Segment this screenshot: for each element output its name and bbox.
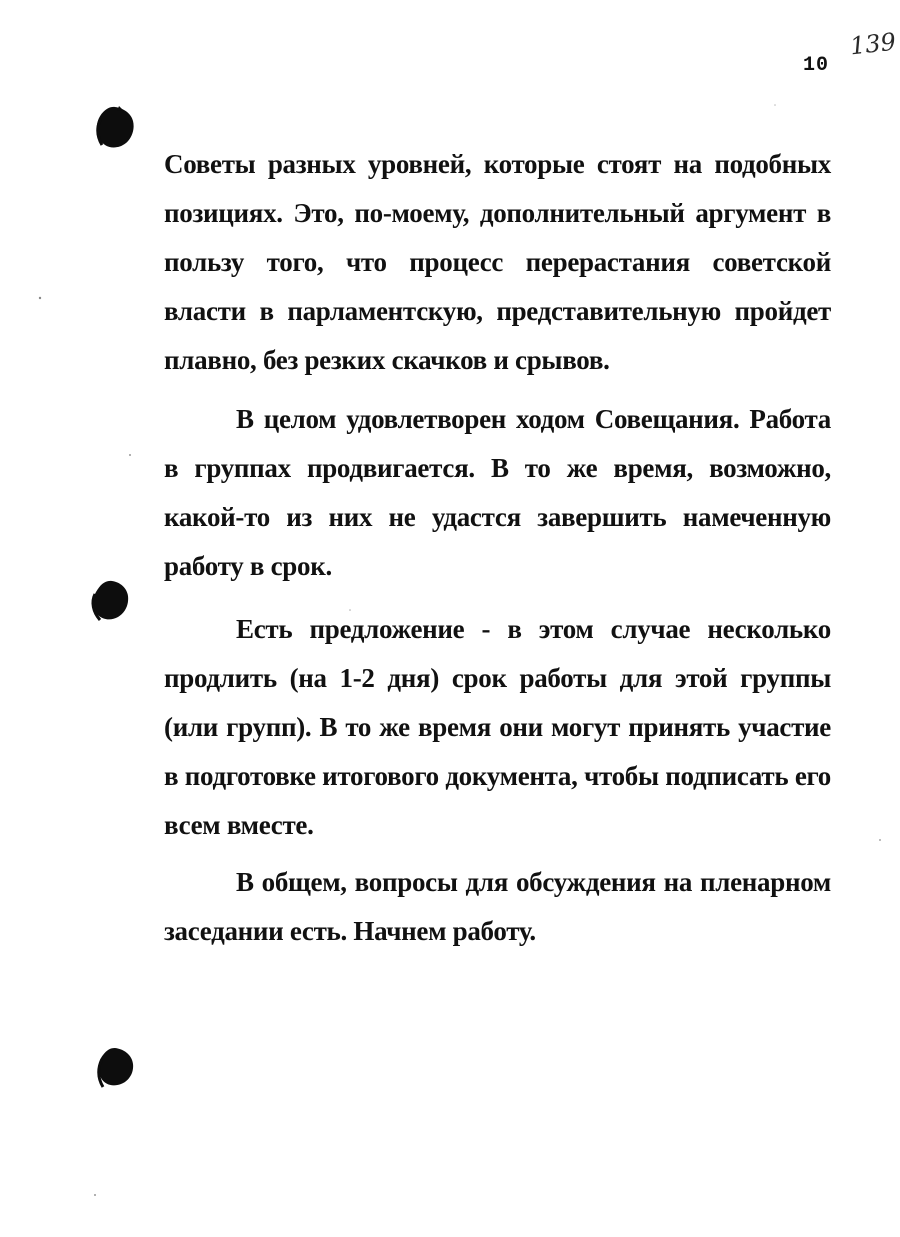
paragraph-3-emphasis: срок [451,663,507,693]
paragraph-3-part-2: работы для этой группы (или групп). В то же время они могут принять участие в подготовке итогового документа, чтобы подписать его всем вместе. [164,663,831,840]
punch-hole-mark-top [93,105,137,151]
paragraph-3 [164,605,831,850]
paragraph-2: В целом удовлетворен ходом Совещания. Работа в группах продвигается. В то же время, возможно, какой-то из них не удастся завершить намеченную работу в срок. [164,404,831,581]
document-body [164,140,831,956]
punch-hole-mark-bottom [93,1045,137,1091]
punch-hole-mark-middle [88,578,132,624]
paragraph-3-part-1: Есть предложение - в этом случае несколько продлить (на 1-2 дня) [164,614,831,693]
handwritten-archive-number: 139 [848,27,898,61]
page-number: 10 [803,54,830,77]
paragraph-1: Советы разных уровней, которые стоят на подобных позициях. Это, по-моему, дополнительный аргумент в пользу того, что процесс перерастания советской власти в парламентскую, представительную пройдет плавно, без резких скачков и срывов. [164,149,831,375]
paragraph-4: В общем, вопросы для обсуждения на пленарном заседании есть. Начнем работу. [164,867,831,946]
